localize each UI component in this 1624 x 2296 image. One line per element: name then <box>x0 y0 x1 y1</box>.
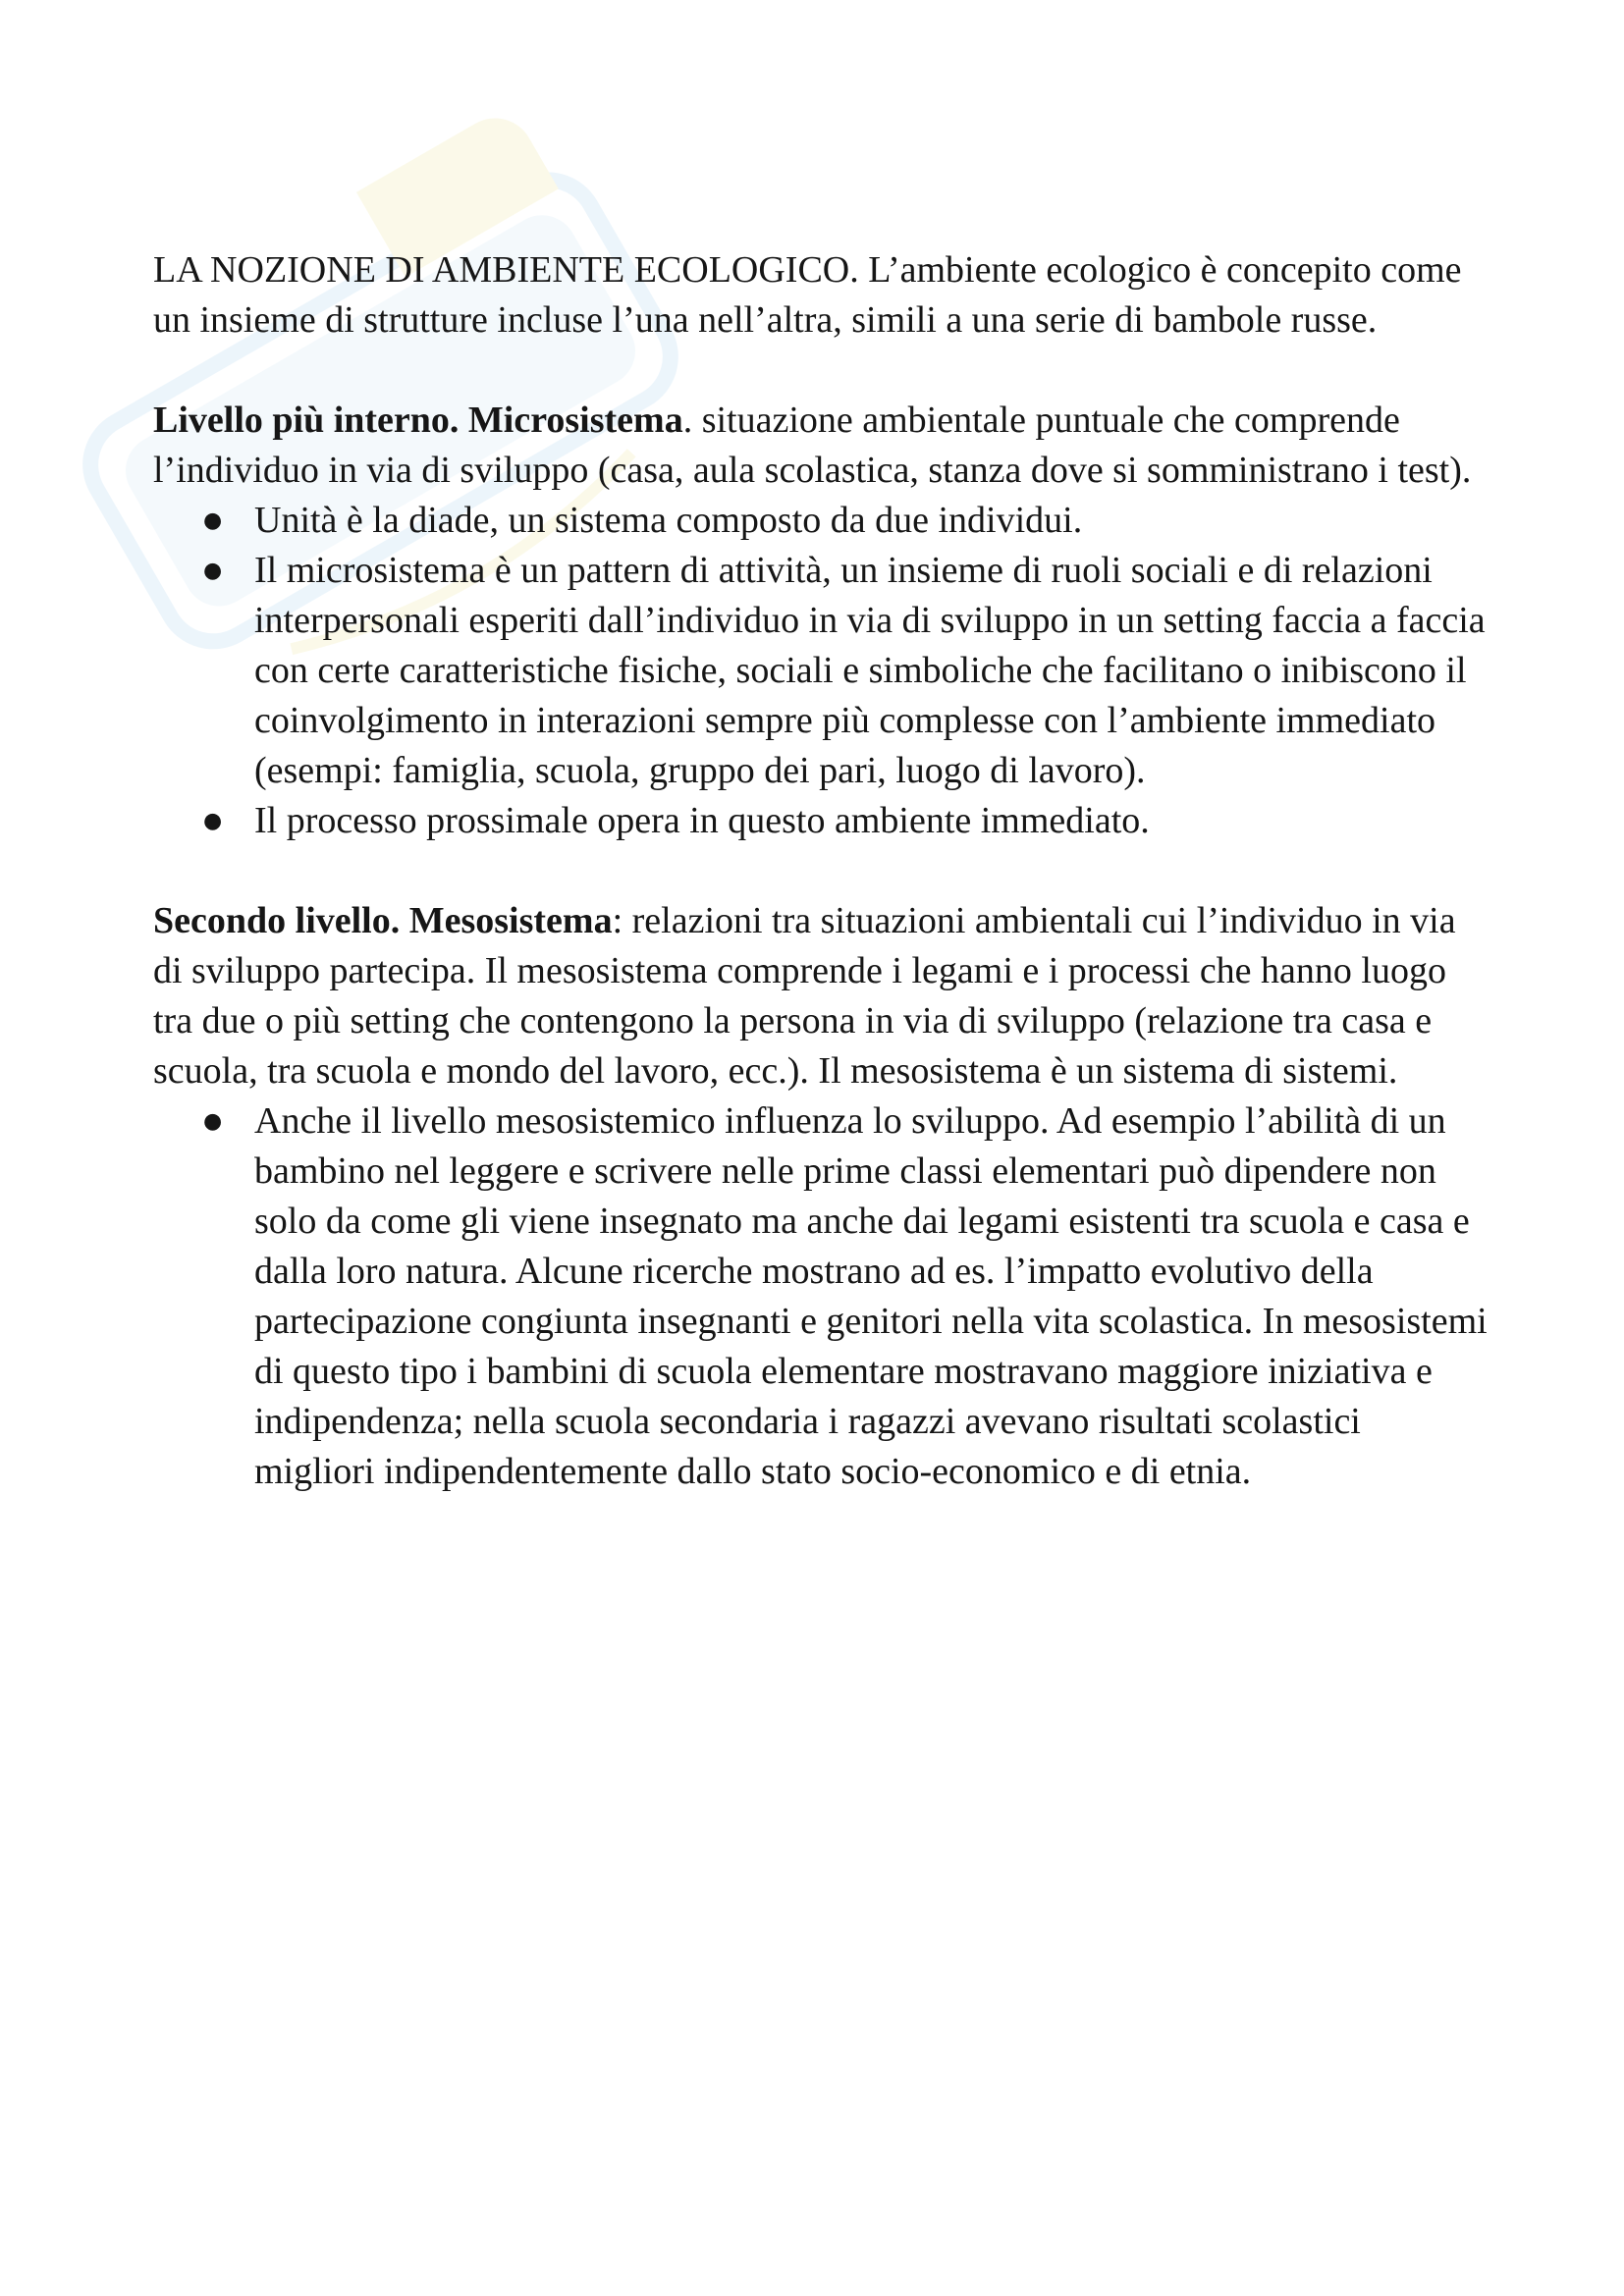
microsistema-bullet-list <box>153 496 1489 846</box>
microsistema-paragraph <box>153 396 1489 496</box>
intro-paragraph: LA NOZIONE DI AMBIENTE ECOLOGICO. L’ambiente ecologico è concepito come un insieme di strutture incluse l’una nell’altra, simili a una serie di bambole russe. <box>153 249 1462 341</box>
mesosistema-title: Mesosistema <box>408 900 613 941</box>
microsistema-level-label: Livello più interno. <box>153 400 460 441</box>
list-item: ● Il microsistema è un pattern di attività, un insieme di ruoli sociali e di relazioni interpersonali esperiti dall’individuo in via di sviluppo in un setting faccia a faccia con certe caratteristiche fisiche, sociali e simboliche che facilitano o inibiscono il coinvolgimento in interazioni sempre più complesse con l’ambiente immediato (esempi: famiglia, scuola, gruppo dei pari, luogo di lavoro). <box>254 546 1489 796</box>
mesosistema-level-label: Secondo livello. <box>153 900 401 941</box>
microsistema-title: Microsistema <box>467 400 683 441</box>
microsistema-text: . situazione ambientale puntuale che comprende l’individuo in via di sviluppo (casa, aula scolastica, stanza dove si somministrano i test). <box>153 400 1472 491</box>
mesosistema-bullet-list <box>153 1096 1489 1497</box>
bullet-icon: ● <box>203 1109 223 1134</box>
list-item: ● Il processo prossimale opera in questo ambiente immediato. <box>254 796 1489 846</box>
list-item: ● Anche il livello mesosistemico influenza lo sviluppo. Ad esempio l’abilità di un bambino nel leggere e scrivere nelle prime classi elementari può dipendere non solo da come gli viene insegnato ma anche dai legami esistenti tra scuola e casa e dalla loro natura. Alcune ricerche mostrano ad es. l’impatto evolutivo della partecipazione congiunta insegnanti e genitori nella vita scolastica. In mesosistemi di questo tipo i bambini di scuola elementare mostravano maggiore iniziativa e indipendenza; nella scuola secondaria i ragazzi avevano risultati scolastici migliori indipendentemente dallo stato socio-economico e di etnia. <box>254 1096 1489 1497</box>
mesosistema-paragraph <box>153 896 1489 1096</box>
bullet-icon: ● <box>203 508 223 533</box>
bullet-icon: ● <box>203 809 223 833</box>
mesosistema-text: : relazioni tra situazioni ambientali cui l’individuo in via di sviluppo partecipa. Il mesosistema comprende i legami e i processi che hanno luogo tra due o più setting che contengono la persona in via di sviluppo (relazione tra casa e scuola, tra scuola e mondo del lavoro, ecc.). Il mesosistema è un sistema di sistemi. <box>153 900 1456 1092</box>
document-body <box>153 245 1489 1497</box>
bullet-icon: ● <box>203 559 223 583</box>
list-item: ● Unità è la diade, un sistema composto da due individui. <box>254 496 1489 546</box>
